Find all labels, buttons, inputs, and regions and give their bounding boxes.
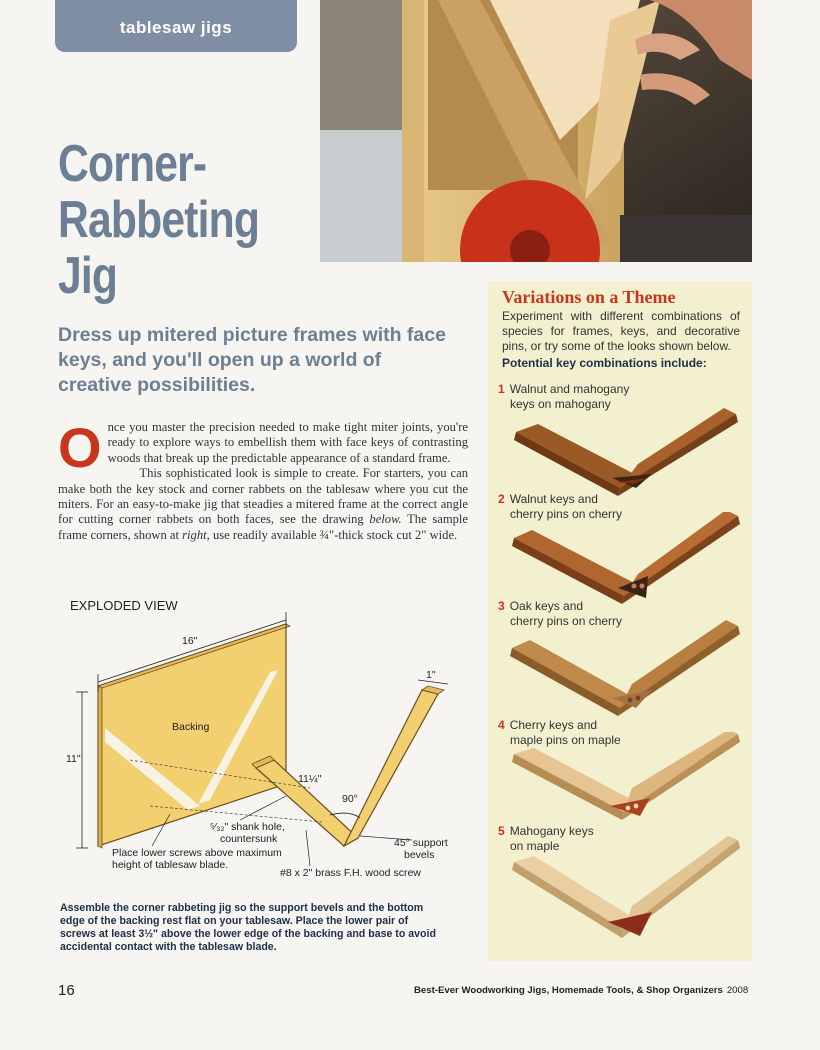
combo-number: 4 — [498, 718, 505, 732]
sidebar-subhead: Potential key combinations include: — [502, 356, 707, 370]
backing-label: Backing — [172, 721, 210, 733]
bevels-label-1: 45° support — [394, 837, 448, 849]
bevels-label-2: bevels — [404, 849, 435, 861]
combo-number: 3 — [498, 599, 505, 613]
dim-thickness-label: 1" — [426, 669, 436, 681]
combo-line-2: on maple — [510, 839, 560, 853]
combo-line-1: Walnut and mahogany — [509, 382, 630, 396]
diagram-caption: Assemble the corner rabbeting jig so the support bevels and the bottom edge of the backing rest flat on your tablesaw. Place the lower pair of screws at least 3½" above the lower edge of the backing and base to avoid accidental contact with the tablesaw blade. — [60, 902, 436, 953]
combo-line-1: Mahogany keys — [509, 824, 594, 838]
frame-sample-2 — [500, 512, 752, 612]
frame-sample-3 — [500, 618, 752, 718]
article-title: Corner- Rabbeting Jig — [58, 135, 260, 305]
publication-footer — [414, 985, 748, 996]
body-ref-right: right, — [182, 527, 210, 542]
combo-number: 5 — [498, 824, 505, 838]
sidebar-intro: Experiment with different combinations of species for frames, keys, and decorative pins, or try some of the looks shown below. — [502, 309, 740, 353]
combo-line-2: keys on mahogany — [510, 397, 611, 411]
angle-label: 90° — [342, 793, 358, 805]
jig-photo — [320, 0, 752, 262]
combo-line-2: cherry pins on cherry — [510, 507, 623, 521]
frame-sample-1 — [500, 404, 752, 504]
body-text-3: The sample frame corners, shown at — [58, 512, 469, 542]
publication-name: Best-Ever Woodworking Jigs, Homemade Tools, & Shop Organizers — [414, 985, 723, 996]
frame-sample-5 — [500, 834, 752, 954]
body-text-1: nce you master the precision needed to make tight miter joints, you're ready to explore ways to embellish them with face keys of contrasting woods that break up the predictable appearance of a standard frame. — [107, 420, 468, 465]
article-body — [58, 416, 469, 543]
shank-hole-label-1: ⁵⁄₃₂" shank hole, — [210, 821, 285, 833]
exploded-view-diagram — [60, 610, 500, 895]
body-text-2: This sophisticated look is simple to create. For starters, you can make both the key stock and corner rabbets on the tablesaw where you cut the miters. For an easy-to-make jig that steadies a mitered frame at the correct angle for cutting corner rabbets on both faces, see the drawing — [58, 466, 469, 527]
jig-photo-illustration — [320, 0, 752, 262]
screw-label: #8 x 2" brass F.H. wood screw — [280, 867, 421, 879]
page-number: 16 — [58, 982, 75, 999]
combo-line-1: Oak keys and — [509, 599, 584, 613]
base-right-arm — [344, 690, 438, 846]
drop-cap: O — [58, 416, 102, 479]
dim-height-label: 11" — [66, 753, 81, 765]
screws-label-2: height of tablesaw blade. — [112, 859, 229, 871]
section-tab: tablesaw jigs — [55, 0, 297, 52]
article-subhead: Dress up mitered picture frames with face keys, and you'll open up a world of creative possibilities. — [58, 324, 446, 396]
combo-number: 2 — [498, 492, 505, 506]
screws-label-1: Place lower screws above maximum — [112, 847, 282, 859]
sidebar-title: Variations on a Theme — [502, 287, 676, 307]
dim-leg-label: 11¼" — [298, 773, 322, 785]
combo-line-1: Cherry keys and — [509, 718, 598, 732]
shank-hole-label-2: countersunk — [220, 833, 278, 845]
body-text-4: use readily available ¾"-thick stock cut 2" wide. — [209, 527, 458, 542]
combo-line-1: Walnut keys and — [509, 492, 598, 506]
combo-number: 1 — [498, 382, 505, 396]
combo-line-2: cherry pins on cherry — [510, 614, 623, 628]
dim-width-label: 16" — [182, 635, 198, 647]
body-ref-below: below. — [369, 512, 402, 527]
exploded-view-heading: EXPLODED VIEW — [70, 598, 178, 613]
publication-year: 2008 — [726, 985, 749, 996]
combo-line-2: maple pins on maple — [510, 733, 621, 747]
